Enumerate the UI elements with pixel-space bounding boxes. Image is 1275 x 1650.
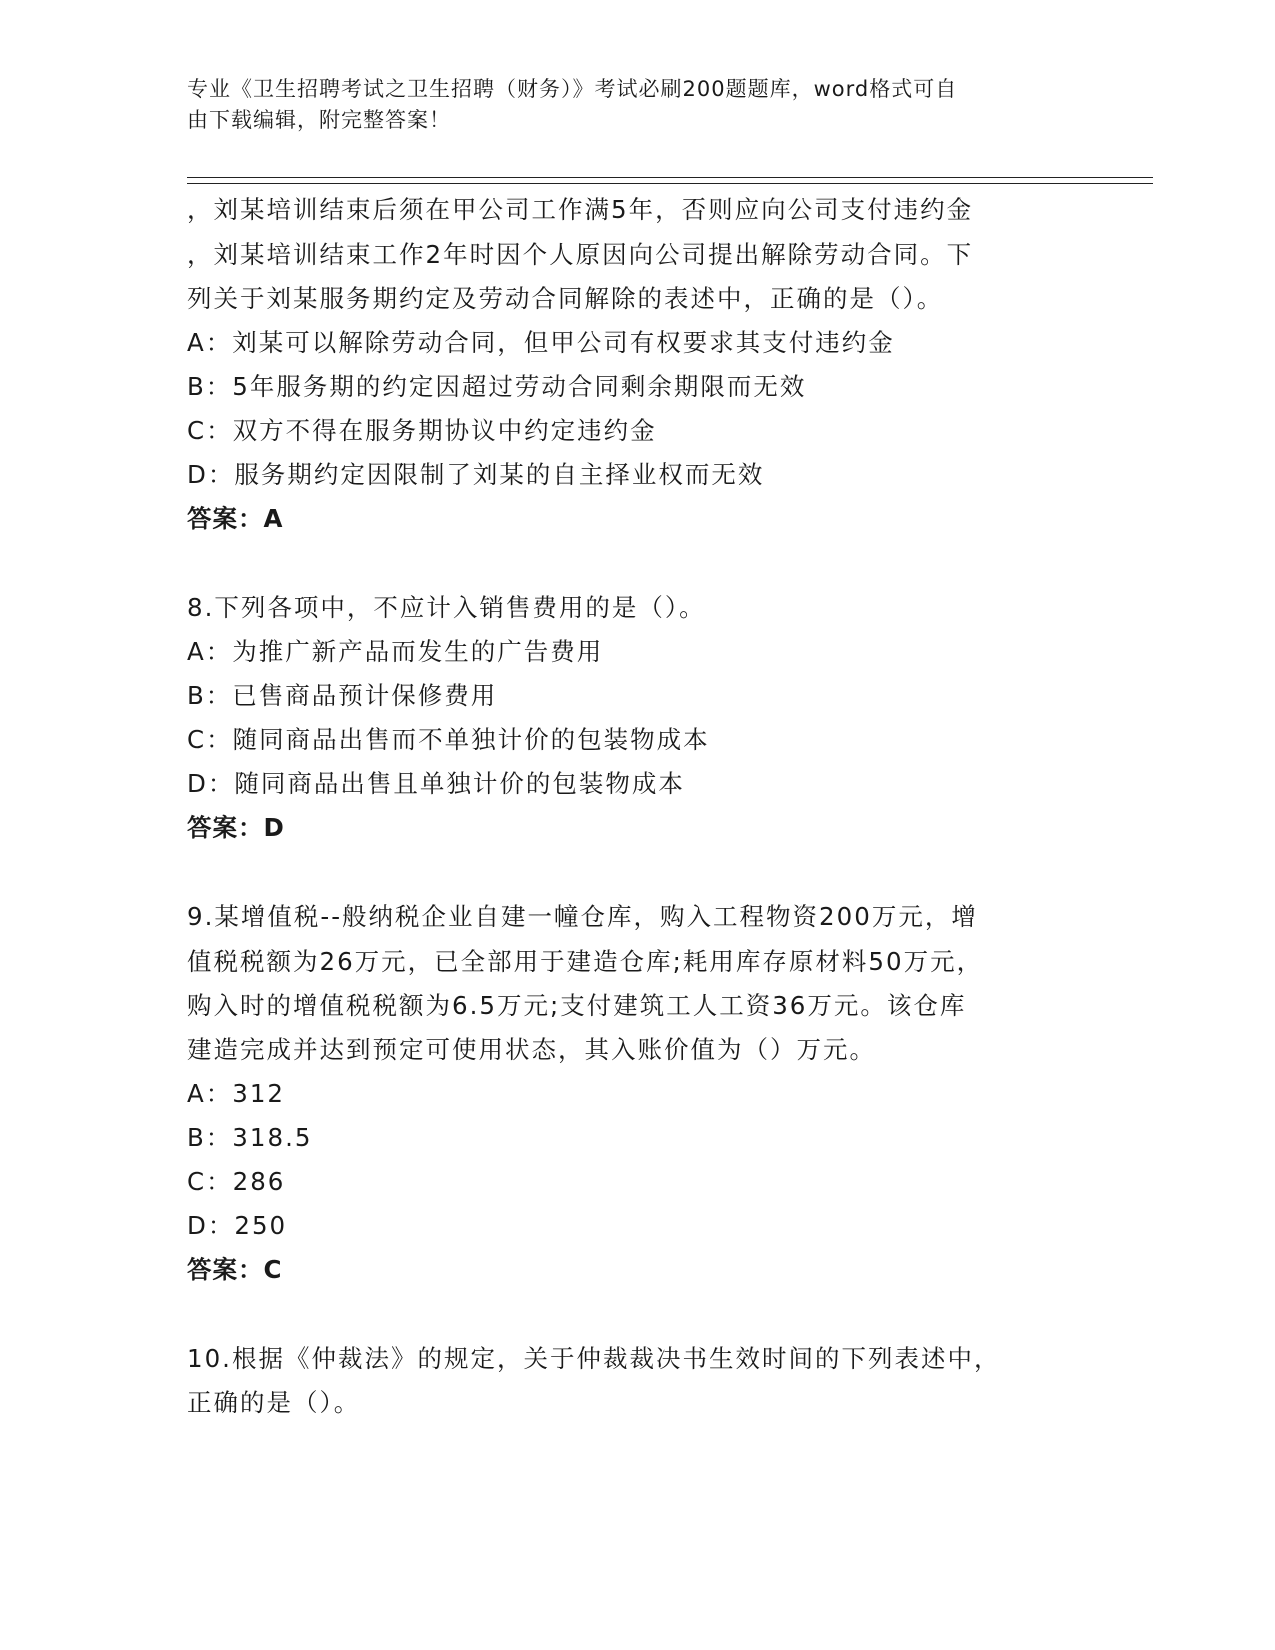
q8-stem-line-1: 8.下列各项中，不应计入销售费用的是（）。 xyxy=(187,593,706,622)
q7-stem-line-2: ，刘某培训结束工作2年时因个人原因向公司提出解除劳动合同。下 xyxy=(187,240,974,269)
q9-option-b: B：318.5 xyxy=(187,1123,313,1152)
q9-answer: 答案：C xyxy=(187,1255,283,1284)
q10-stem-line-1: 10.根据《仲裁法》的规定，关于仲裁裁决书生效时间的下列表述中， xyxy=(187,1344,1001,1373)
header-line-2: 由下载编辑，附完整答案！ xyxy=(187,108,451,132)
q7-option-c: C：双方不得在服务期协议中约定违约金 xyxy=(187,416,657,445)
q7-stem-line-3: 列关于刘某服务期约定及劳动合同解除的表述中，正确的是（）。 xyxy=(187,284,944,313)
q8-option-c: C：随同商品出售而不单独计价的包装物成本 xyxy=(187,725,710,754)
q9-stem-line-3: 购入时的增值税税额为6.5万元;支付建筑工人工资36万元。该仓库 xyxy=(187,991,967,1020)
document-header xyxy=(187,74,1067,136)
q9-option-d: D：250 xyxy=(187,1211,288,1240)
q9-stem-line-1: 9.某增值税--般纳税企业自建一幢仓库，购入工程物资200万元，增 xyxy=(187,902,978,931)
q8-option-d: D：随同商品出售且单独计价的包装物成本 xyxy=(187,769,685,798)
q8-answer: 答案：D xyxy=(187,813,285,842)
q9-option-c: C：286 xyxy=(187,1167,286,1196)
q7-option-d: D：服务期约定因限制了刘某的自主择业权而无效 xyxy=(187,460,765,489)
header-line-1: 专业《卫生招聘考试之卫生招聘（财务）》考试必刷200题题库，word格式可自 xyxy=(187,77,958,101)
q10-stem-line-2: 正确的是（）。 xyxy=(187,1388,361,1417)
q7-answer: 答案：A xyxy=(187,504,284,533)
q9-option-a: A：312 xyxy=(187,1079,286,1108)
q9-stem-line-2: 值税税额为26万元，已全部用于建造仓库;耗用库存原材料50万元， xyxy=(187,947,984,976)
q9-stem-line-4: 建造完成并达到预定可使用状态，其入账价值为（）万元。 xyxy=(187,1035,876,1064)
q7-stem-line-1: ，刘某培训结束后须在甲公司工作满5年，否则应向公司支付违约金 xyxy=(187,195,974,224)
q8-option-b: B：已售商品预计保修费用 xyxy=(187,681,498,710)
q7-option-a: A：刘某可以解除劳动合同，但甲公司有权要求其支付违约金 xyxy=(187,328,895,357)
header-divider-top xyxy=(187,177,1153,178)
header-divider-bottom xyxy=(187,183,1153,184)
q7-option-b: B：5年服务期的约定因超过劳动合同剩余期限而无效 xyxy=(187,372,807,401)
q8-option-a: A：为推广新产品而发生的广告费用 xyxy=(187,637,604,666)
